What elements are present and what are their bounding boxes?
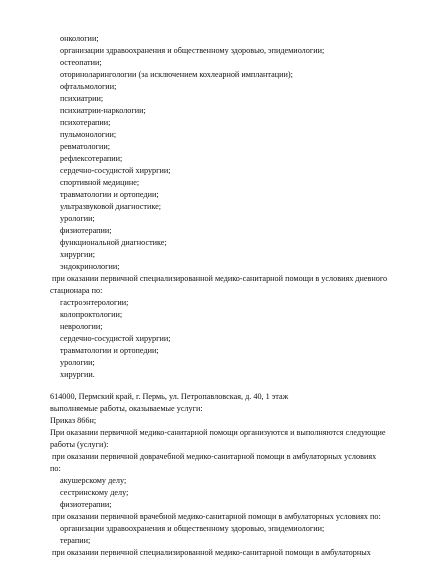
list-item: организации здравоохранения и общественному здоровью, эпидемиологии; bbox=[60, 46, 325, 55]
list-item: физиотерапии; bbox=[60, 500, 112, 509]
works-label: выполняемые работы, оказываемые услуги: bbox=[50, 404, 203, 413]
list-item: сестринскому делу; bbox=[60, 488, 129, 497]
list-item: остеопатии; bbox=[60, 58, 102, 67]
doctor-heading: при оказании первичной врачебной медико-санитарной помощи в амбулаторных условиях по: bbox=[52, 512, 381, 521]
list-item: психиатрии-наркологии; bbox=[60, 106, 146, 115]
list-item: травматологии и ортопедии; bbox=[60, 190, 159, 199]
list-item: ультразвуковой диагностике; bbox=[60, 202, 162, 211]
day-hospital-heading-cont: стационара по: bbox=[50, 286, 103, 295]
list-item: гастроэнтерологии; bbox=[60, 298, 129, 307]
list-item: психиатрии; bbox=[60, 94, 104, 103]
list-item: пульмонологии; bbox=[60, 130, 117, 139]
list-item: неврологии; bbox=[60, 322, 103, 331]
list-item: хирургии; bbox=[60, 250, 96, 259]
list-item: онкологии; bbox=[60, 34, 99, 43]
list-item: колопроктологии; bbox=[60, 310, 123, 319]
list-item: ревматологии; bbox=[60, 142, 111, 151]
intro-line: При оказании первичной медико-санитарной помощи организуются и выполняются следующие bbox=[50, 428, 386, 437]
list-item: организации здравоохранения и общественному здоровью, эпидемиологии; bbox=[60, 524, 325, 533]
list-item: физиотерапии; bbox=[60, 226, 112, 235]
list-item: психотерапии; bbox=[60, 118, 111, 127]
order-line: Приказ 866н; bbox=[50, 416, 97, 425]
list-item: офтальмологии; bbox=[60, 82, 117, 91]
list-item: оториноларингологии (за исключением кохлеарной имплантации); bbox=[60, 70, 293, 79]
prehospital-heading: при оказании первичной доврачебной медико-санитарной помощи в амбулаторных условиях bbox=[52, 452, 377, 461]
list-item: урологии; bbox=[60, 214, 95, 223]
list-item: рефлексотерапии; bbox=[60, 154, 123, 163]
list-item: функциональной диагностике; bbox=[60, 238, 167, 247]
list-item: эндокринологии; bbox=[60, 262, 120, 271]
list-item: спортивной медицине; bbox=[60, 178, 140, 187]
list-item: сердечно-сосудистой хирургии; bbox=[60, 334, 171, 343]
list-item: акушерскому делу; bbox=[60, 476, 127, 485]
address-line: 614000, Пермский край, г. Пермь, ул. Петропавловская, д. 40, 1 этаж bbox=[50, 392, 289, 401]
list-item: сердечно-сосудистой хирургии; bbox=[60, 166, 171, 175]
specialized-heading: при оказании первичной специализированной медико-санитарной помощи в амбулаторных bbox=[52, 548, 371, 557]
list-item: травматологии и ортопедии; bbox=[60, 346, 159, 355]
list-item: урологии; bbox=[60, 358, 95, 367]
prehospital-heading-cont: по: bbox=[50, 464, 61, 473]
list-item: терапии; bbox=[60, 536, 91, 545]
intro-line-cont: работы (услуги): bbox=[50, 440, 109, 449]
list-item: хирургии. bbox=[60, 370, 95, 379]
day-hospital-heading: при оказании первичной специализированной медико-санитарной помощи в условиях дневного bbox=[52, 274, 388, 283]
